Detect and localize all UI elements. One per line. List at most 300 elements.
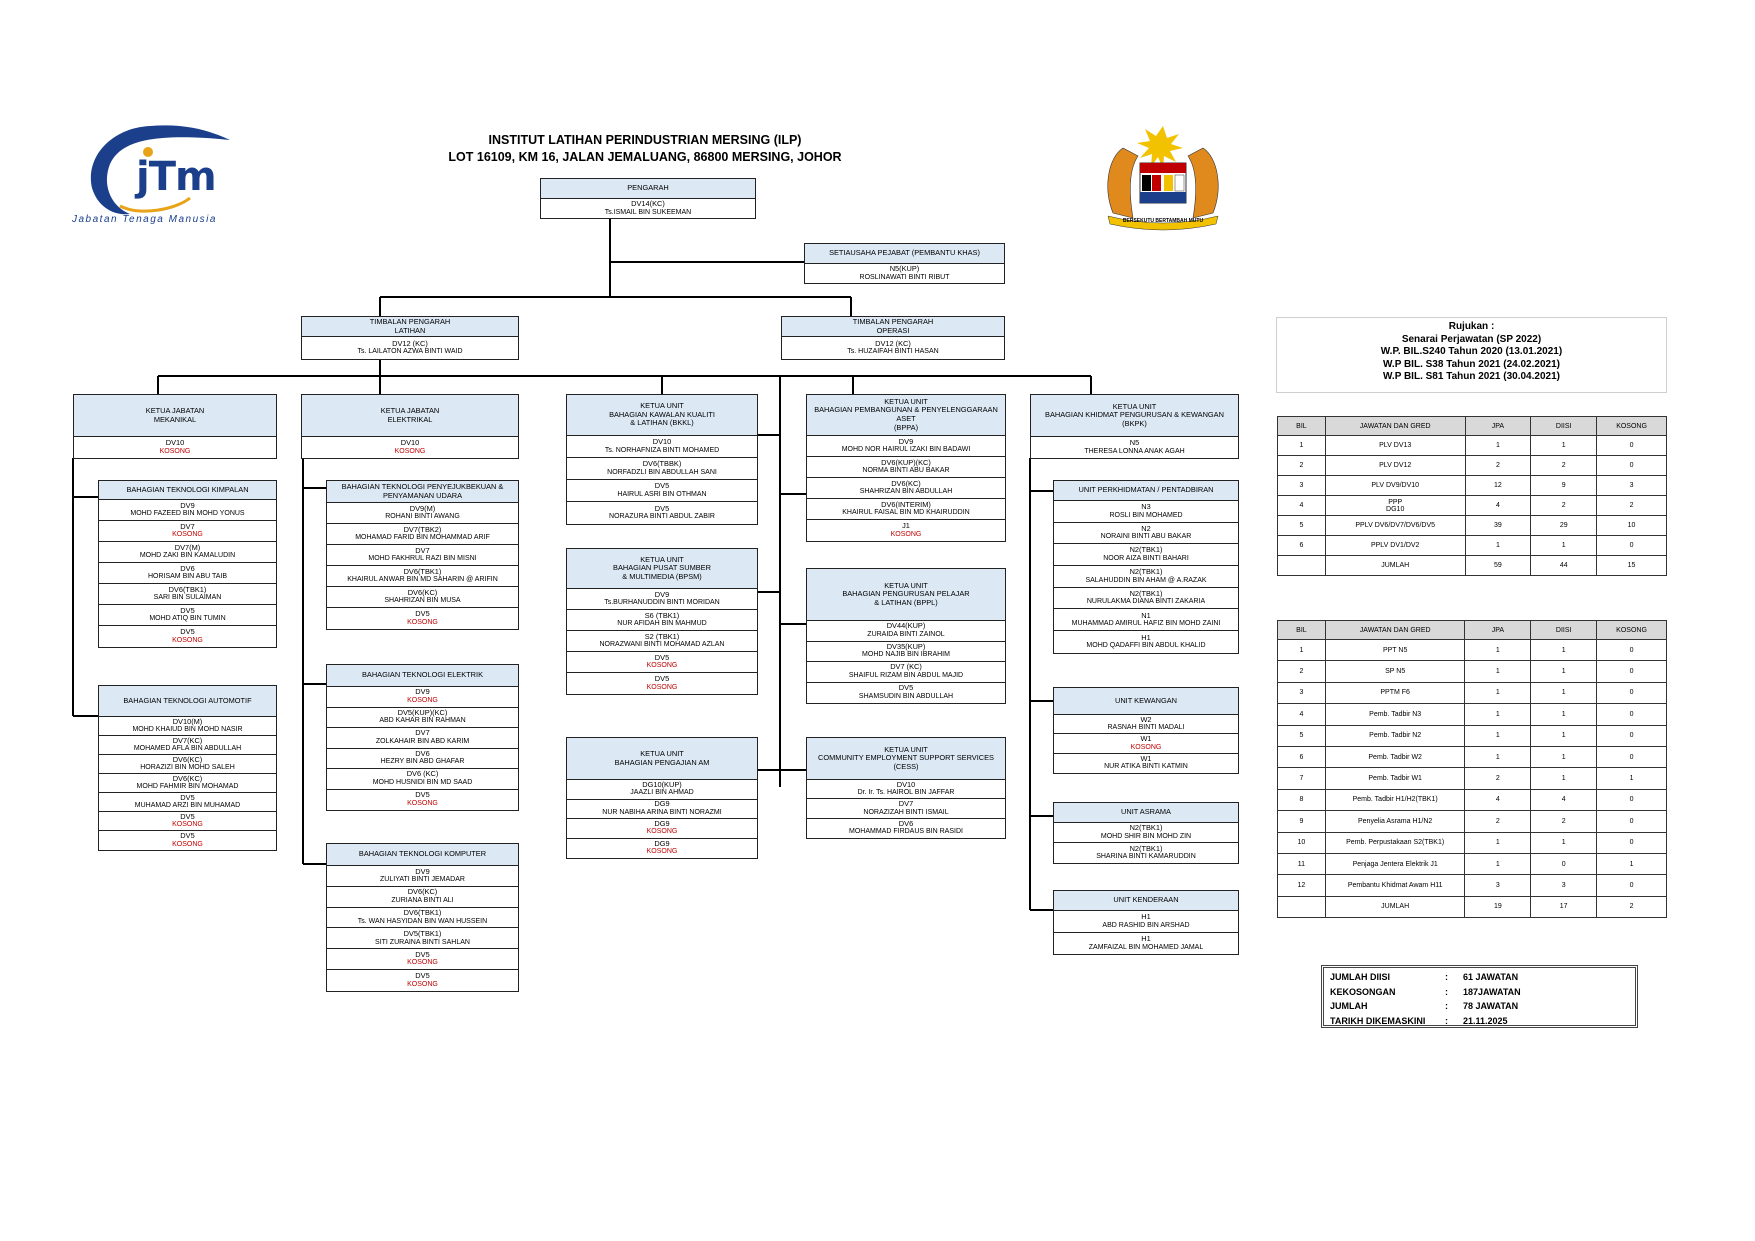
table-header-row — [1278, 417, 1667, 436]
box-title: BAHAGIAN PENGAJIAN AM — [614, 757, 710, 767]
summary-value: 21.11.2025 — [1463, 1015, 1508, 1026]
box-title: BAHAGIAN PENGURUSAN PELAJAR — [842, 589, 970, 599]
staff-name: ZULIYATI BINTI JEMADAR — [380, 876, 465, 884]
box-title: BAHAGIAN TEKNOLOGI PENYEJUKBEKUAN & — [341, 481, 504, 491]
grade-label: W1 — [1140, 753, 1152, 763]
table-cell: 2 — [1465, 768, 1531, 789]
grade-label: S2 (TBK1) — [644, 631, 680, 641]
institute-address: LOT 16109, KM 16, JALAN JEMALUANG, 86800 MERSING, JOHOR — [448, 150, 842, 164]
table-cell: 1 — [1531, 768, 1597, 789]
summary-label: KEKOSONGAN — [1330, 986, 1396, 997]
vacant-label: KOSONG — [172, 531, 203, 539]
column-header: BIL — [1278, 621, 1326, 640]
table-cell: 19 — [1465, 896, 1531, 917]
grade-label: DV5 — [415, 949, 430, 959]
box-ku-bkk — [566, 394, 758, 525]
table-cell: 59 — [1465, 556, 1531, 576]
table-cell: 10 — [1597, 516, 1667, 536]
table-cell: 2 — [1531, 456, 1597, 476]
table-cell: 0 — [1597, 789, 1667, 810]
position-row — [567, 652, 757, 673]
table-cell — [1278, 556, 1326, 576]
table-cell: 2 — [1597, 496, 1667, 516]
staff-name: Ts. LAILATON AZWA BINTI WAID — [357, 348, 463, 356]
position-row — [567, 800, 757, 820]
table-row — [1278, 725, 1667, 746]
grade-label: W1 — [1140, 734, 1152, 744]
box-header — [541, 179, 755, 199]
table-cell: PLV DV13 — [1325, 436, 1465, 456]
position-row — [807, 683, 1005, 704]
staff-name: HORISAM BIN ABU TAIB — [147, 573, 228, 581]
staff-name: SALAHUDDIN BIN AHAM @ A.RAZAK — [1085, 576, 1207, 584]
staff-name: ABD RASHID BIN ARSHAD — [1102, 921, 1190, 929]
column-header: JPA — [1465, 417, 1531, 436]
staff-name: NUR AFIDAH BIN MAHMUD — [617, 620, 707, 628]
reference-title: Rujukan : — [1448, 321, 1495, 332]
table-cell: JUMLAH — [1325, 556, 1465, 576]
position-row — [1054, 566, 1238, 588]
grade-label: DV6(TBK1) — [403, 908, 442, 918]
position-row — [99, 521, 276, 542]
grade-label: DV9 — [654, 589, 670, 599]
position-row — [1054, 609, 1238, 631]
summary-row — [1330, 970, 1629, 985]
table-cell: 0 — [1597, 832, 1667, 853]
column-header: DIISI — [1531, 417, 1597, 436]
summary-label: TARIKH DIKEMASKINI — [1330, 1015, 1426, 1026]
staff-name: MOHD HUSNIDI BIN MD SAAD — [372, 778, 473, 786]
table-total-row — [1278, 556, 1667, 576]
table-cell: PPLV DV6/DV7/DV6/DV5 — [1325, 516, 1465, 536]
table-cell: 29 — [1531, 516, 1597, 536]
grade-label: DV5(KUP)(KC) — [397, 707, 448, 717]
summary-label: JUMLAH — [1330, 1001, 1368, 1012]
grade-label: W2 — [1140, 715, 1152, 724]
position-row — [567, 819, 757, 839]
vacant-label: KOSONG — [394, 447, 426, 455]
position-row — [807, 780, 1005, 799]
grade-label: N3 — [1141, 502, 1151, 512]
grade-label: DV7 — [180, 521, 195, 531]
staff-name: MOHAMMAD FIRDAUS BIN RASIDI — [849, 828, 963, 836]
position-row — [302, 437, 518, 458]
table-cell: 0 — [1597, 456, 1667, 476]
staff-name: MOHD NOR HAIRUL IZAKI BIN BADAWI — [841, 446, 971, 454]
box-header — [805, 244, 1004, 264]
table-cell: 9 — [1531, 476, 1597, 496]
position-row — [327, 503, 518, 524]
staff-name: MOHD ATIQ BIN TUMIN — [149, 615, 226, 623]
staff-name: ROSLI BIN MOHAMED — [1109, 511, 1183, 519]
grade-label: DG9 — [654, 819, 670, 828]
box-setiausaha — [804, 243, 1005, 284]
summary-value: 78 JAWATAN — [1463, 1001, 1519, 1012]
position-row — [567, 458, 757, 480]
position-row — [807, 819, 1005, 838]
column-header: KOSONG — [1597, 417, 1667, 436]
box-title: KETUA UNIT — [640, 401, 684, 411]
grade-label: DV12 (KC) — [875, 338, 911, 348]
table-academic-posts — [1277, 416, 1667, 576]
grade-label: DV5 — [180, 812, 195, 821]
staff-name: SHAHRIZAN BIN ABDULLAH — [859, 488, 953, 496]
position-row — [807, 499, 1005, 520]
box-title: KETUA UNIT — [884, 580, 928, 590]
grade-label: DV5 — [180, 605, 195, 615]
table-cell: Pemb. Tadbir H1/H2(TBK1) — [1325, 789, 1465, 810]
box-header — [99, 686, 276, 717]
staff-name: NORFADZLI BIN ABDULLAH SANI — [607, 468, 717, 476]
table-row — [1278, 853, 1667, 874]
table-cell: 2 — [1597, 896, 1667, 917]
vacant-label: KOSONG — [172, 821, 203, 829]
staff-name: MOHD ZAKI BIN KAMALUDIN — [139, 552, 236, 560]
grade-label: DV10(M) — [172, 717, 203, 726]
box-header — [327, 481, 518, 503]
position-row — [327, 587, 518, 608]
staff-name: SARI BIN SULAIMAN — [153, 594, 222, 602]
staff-name: NORAINI BINTI ABU BAKAR — [1100, 533, 1192, 541]
staff-name: NORMA BINTI ABU BAKAR — [862, 467, 950, 475]
grade-label: H1 — [1141, 632, 1151, 642]
table-cell: Pembantu Khidmat Awam H11 — [1325, 875, 1465, 896]
grade-label: S6 (TBK1) — [644, 610, 680, 620]
position-row — [327, 687, 518, 708]
column-header: BIL — [1278, 417, 1326, 436]
grade-label: DV7(TBK2) — [403, 524, 442, 534]
table-row — [1278, 436, 1667, 456]
position-row — [807, 436, 1005, 457]
table-cell: 17 — [1531, 896, 1597, 917]
staff-name: SHAMSUDIN BIN ABDULLAH — [858, 692, 954, 700]
reference-box — [1276, 317, 1667, 393]
table-cell: 15 — [1597, 556, 1667, 576]
table-cell: PPLV DV1/DV2 — [1325, 536, 1465, 556]
table-cell: 1 — [1531, 661, 1597, 682]
box-header — [567, 549, 757, 589]
vacant-label: KOSONG — [646, 683, 678, 691]
position-row — [1054, 588, 1238, 610]
table-cell: 0 — [1597, 725, 1667, 746]
position-row — [327, 866, 518, 887]
grade-label: DV10 — [400, 438, 420, 448]
position-row — [327, 545, 518, 566]
staff-name: MOHD FAKHRUL RAZI BIN MISNI — [368, 555, 477, 563]
grade-label: DV5 — [898, 683, 914, 693]
summary-row — [1330, 1014, 1629, 1029]
box-u-kewangan — [1053, 687, 1239, 774]
position-row — [327, 928, 518, 949]
staff-name: Ts. WAN HASYIDAN BIN WAN HUSSEIN — [357, 917, 488, 925]
position-row — [327, 608, 518, 629]
position-row — [567, 502, 757, 524]
table-cell: PPP DG10 — [1325, 496, 1465, 516]
table-row — [1278, 661, 1667, 682]
position-row — [807, 799, 1005, 818]
staff-name: Ts.BURHANUDDIN BINTI MORIDAN — [604, 599, 720, 607]
grade-label: DG9 — [654, 799, 670, 809]
table-cell: 0 — [1597, 536, 1667, 556]
box-ku-cess — [806, 737, 1006, 839]
table-cell: PPT N5 — [1325, 640, 1465, 661]
grade-label: DV6 — [180, 563, 195, 573]
box-title: BAHAGIAN KAWALAN KUALITI — [609, 409, 715, 419]
vacant-label: KOSONG — [407, 959, 438, 967]
summary-row — [1330, 985, 1629, 1000]
box-ku-pengajian-am — [566, 737, 758, 859]
box-title: OPERASI — [876, 325, 910, 335]
grade-label: DV6 (KC) — [406, 769, 439, 779]
grade-label: DV7 — [415, 545, 430, 555]
table-row — [1278, 832, 1667, 853]
box-pengarah — [540, 178, 756, 219]
table-cell: JUMLAH — [1325, 896, 1465, 917]
grade-label: DV9 — [415, 866, 430, 876]
position-row — [99, 500, 276, 521]
box-title: & LATIHAN (BPPL) — [874, 597, 938, 607]
table-cell: 0 — [1597, 875, 1667, 896]
table-cell: 1 — [1531, 536, 1597, 556]
table-cell: 1 — [1465, 661, 1531, 682]
table-row — [1278, 476, 1667, 496]
position-row — [99, 542, 276, 563]
grade-label: DV9 — [180, 500, 195, 510]
table-row — [1278, 536, 1667, 556]
vacant-label: KOSONG — [172, 636, 203, 644]
box-tp-operasi — [781, 316, 1005, 360]
box-bt-elektrik — [326, 664, 519, 811]
table-row — [1278, 516, 1667, 536]
vacant-label: KOSONG — [159, 447, 191, 455]
table-cell: 1 — [1465, 725, 1531, 746]
table-cell: 39 — [1465, 516, 1531, 536]
staff-name: ZURIANA BINTI ALI — [391, 896, 454, 904]
position-row — [807, 457, 1005, 478]
grade-label: DV5 — [654, 503, 670, 513]
staff-name: MOHD KHAIUD BIN MOHD NASIR — [132, 726, 243, 734]
table-cell: 2 — [1465, 456, 1531, 476]
staff-name: MOHD FAHMIR BIN MOHAMAD — [136, 783, 239, 791]
position-row — [782, 337, 1004, 359]
position-row — [1054, 911, 1238, 933]
staff-name: HORAZIZI BIN MOHD SALEH — [140, 764, 235, 772]
grade-label: DV7 — [415, 728, 430, 738]
grade-label: N2(TBK1) — [1129, 588, 1163, 598]
position-row — [302, 337, 518, 359]
box-title: BAHAGIAN TEKNOLOGI AUTOMOTIF — [123, 695, 252, 705]
vacant-label: KOSONG — [646, 662, 678, 670]
staff-name: Dr. Ir. Ts. HAIROL BIN JAFFAR — [857, 789, 955, 797]
table-cell: PLV DV12 — [1325, 456, 1465, 476]
summary-value: 61 JAWATAN — [1463, 972, 1519, 983]
table-cell: PLV DV9/DV10 — [1325, 476, 1465, 496]
table-cell: 1 — [1465, 436, 1531, 456]
staff-name: NORAZIZAH BINTI ISMAIL — [863, 808, 949, 816]
box-header — [782, 317, 1004, 337]
box-title: & MULTIMEDIA (BPSM) — [622, 571, 702, 581]
box-ku-bpsm — [566, 548, 758, 695]
box-title: TIMBALAN PENGARAH — [852, 316, 934, 326]
grade-label: DV35(KUP) — [886, 641, 926, 651]
grade-label: J1 — [902, 521, 910, 531]
vacant-label: KOSONG — [407, 618, 438, 626]
staff-name: KHAIRUL FAISAL BIN MD KHAIRUDDIN — [842, 509, 970, 517]
staff-name: ROSLINAWATI BINTI RIBUT — [859, 273, 950, 281]
position-row — [327, 769, 518, 790]
table-cell: Pemb. Perpustakaan S2(TBK1) — [1325, 832, 1465, 853]
staff-name: Ts. HUZAIFAH BINTI HASAN — [847, 348, 939, 356]
box-header — [567, 738, 757, 780]
staff-name: NOOR AIZA BINTI BAHARI — [1103, 554, 1189, 562]
position-row — [99, 605, 276, 626]
grade-label: DV7 — [898, 799, 914, 809]
reference-line: W.P BIL. S81 Tahun 2021 (30.04.2021) — [1383, 371, 1560, 382]
box-ku-bkpk — [1030, 394, 1239, 459]
staff-name: KHAIRUL ANWAR BIN MD SAHARIN @ ARIFIN — [347, 576, 498, 584]
vacant-label: KOSONG — [407, 980, 438, 988]
position-row — [327, 728, 518, 749]
box-title: BAHAGIAN PEMBANGUNAN & PENYELENGGARAAN ASET — [814, 405, 998, 423]
vacant-label: KOSONG — [407, 799, 438, 807]
box-title: (BPPA) — [893, 422, 919, 432]
table-row — [1278, 746, 1667, 767]
position-row — [541, 199, 755, 218]
position-row — [1054, 933, 1238, 955]
box-tp-latihan — [301, 316, 519, 360]
box-u-pentadbiran — [1053, 480, 1239, 654]
grade-label: DV5 — [654, 652, 670, 662]
table-cell: 7 — [1278, 768, 1326, 789]
table-cell: 9 — [1278, 811, 1326, 832]
position-row — [99, 774, 276, 793]
position-row — [327, 749, 518, 770]
grade-label: DG9 — [654, 838, 670, 848]
table-cell: 44 — [1531, 556, 1597, 576]
table-cell: 1 — [1531, 725, 1597, 746]
position-row — [567, 631, 757, 652]
position-row — [99, 793, 276, 812]
staff-name: SHAIFUL RIZAM BIN ABDUL MAJID — [848, 671, 964, 679]
logo-text: jTm — [136, 154, 216, 200]
box-header — [327, 844, 518, 866]
position-row — [99, 563, 276, 584]
table-row — [1278, 704, 1667, 725]
grade-label: N2(TBK1) — [1129, 823, 1163, 833]
grade-label: DV6 — [898, 818, 914, 828]
box-title: UNIT PERKHIDMATAN / PENTADBIRAN — [1078, 485, 1214, 495]
vacant-label: KOSONG — [890, 530, 922, 538]
box-header — [807, 738, 1005, 780]
box-header — [302, 395, 518, 437]
box-title: KETUA JABATAN — [380, 405, 440, 415]
position-row — [99, 626, 276, 647]
table-cell: 1 — [1278, 640, 1326, 661]
table-cell: 10 — [1278, 832, 1326, 853]
vacant-label: KOSONG — [646, 828, 678, 836]
reference-line: W.P. BIL.S240 Tahun 2020 (13.01.2021) — [1380, 346, 1563, 357]
table-cell: 3 — [1278, 682, 1326, 703]
position-row — [1031, 437, 1238, 458]
box-ku-bppa — [806, 394, 1006, 542]
grade-label: DV9 — [898, 436, 914, 446]
summary-box — [1321, 965, 1638, 1028]
position-row — [807, 662, 1005, 683]
grade-label: DV9(M) — [409, 503, 436, 513]
position-row — [567, 480, 757, 502]
table-cell: 1 — [1465, 746, 1531, 767]
position-row — [327, 970, 518, 991]
box-header — [302, 317, 518, 337]
position-row — [327, 887, 518, 908]
table-cell: 4 — [1465, 496, 1531, 516]
box-title: MEKANIKAL — [153, 414, 197, 424]
column-header: JAWATAN DAN GRED — [1325, 621, 1465, 640]
summary-colon: : — [1445, 1015, 1448, 1026]
grade-label: N2(TBK1) — [1129, 545, 1163, 555]
table-row — [1278, 640, 1667, 661]
staff-name: NUR ATIKA BINTI KATMIN — [1104, 763, 1188, 771]
staff-name: MOHAMAD FARID BIN MOHAMMAD ARIF — [355, 534, 490, 542]
position-row — [807, 520, 1005, 541]
box-header — [1031, 395, 1238, 437]
box-title: KETUA UNIT — [640, 554, 684, 564]
staff-name: MOHD QADAFFI BIN ABDUL KHALID — [1086, 642, 1206, 650]
position-row — [1054, 501, 1238, 523]
box-title: SETIAUSAHA PEJABAT (PEMBANTU KHAS) — [829, 248, 980, 258]
grade-label: N1 — [1141, 610, 1151, 620]
box-header — [74, 395, 276, 437]
box-kj-elektrikal — [301, 394, 519, 459]
table-cell: 12 — [1465, 476, 1531, 496]
position-row — [99, 812, 276, 831]
grade-label: N5 — [1129, 438, 1140, 448]
box-title: UNIT KENDERAAN — [1113, 895, 1179, 905]
box-header — [1054, 891, 1238, 911]
vacant-label: KOSONG — [646, 848, 678, 856]
table-cell: 1 — [1278, 436, 1326, 456]
box-header — [807, 569, 1005, 621]
table-cell: Penyelia Asrama H1/N2 — [1325, 811, 1465, 832]
table-cell: 1 — [1465, 536, 1531, 556]
position-row — [99, 831, 276, 850]
table-cell: 6 — [1278, 746, 1326, 767]
position-row — [807, 478, 1005, 499]
grade-label: DV6(KC) — [407, 887, 438, 897]
staff-name: ZOLKAHAIR BIN ABD KARIM — [375, 737, 470, 745]
vacant-label: KOSONG — [407, 696, 438, 704]
grade-label: H1 — [1141, 934, 1151, 944]
column-header: DIISI — [1531, 621, 1597, 640]
table-cell: 1 — [1597, 768, 1667, 789]
table-cell: 0 — [1597, 682, 1667, 703]
grade-label: DV10 — [165, 438, 185, 448]
table-total-row — [1278, 896, 1667, 917]
table-row — [1278, 789, 1667, 810]
table-cell: 5 — [1278, 725, 1326, 746]
grade-label: DV6(KC) — [172, 774, 203, 783]
position-row — [327, 708, 518, 729]
table-cell: 5 — [1278, 516, 1326, 536]
box-bt-automotif — [98, 685, 277, 851]
vacant-label: KOSONG — [172, 840, 203, 848]
institute-name: INSTITUT LATIHAN PERINDUSTRIAN MERSING (ILP) — [488, 133, 802, 147]
table-cell: 3 — [1278, 476, 1326, 496]
grade-label: DV6(TBBK) — [642, 459, 682, 469]
box-header — [807, 395, 1005, 436]
staff-name: MOHAMED AFLA BIN ABDULLAH — [133, 745, 242, 753]
summary-colon: : — [1445, 1001, 1448, 1012]
